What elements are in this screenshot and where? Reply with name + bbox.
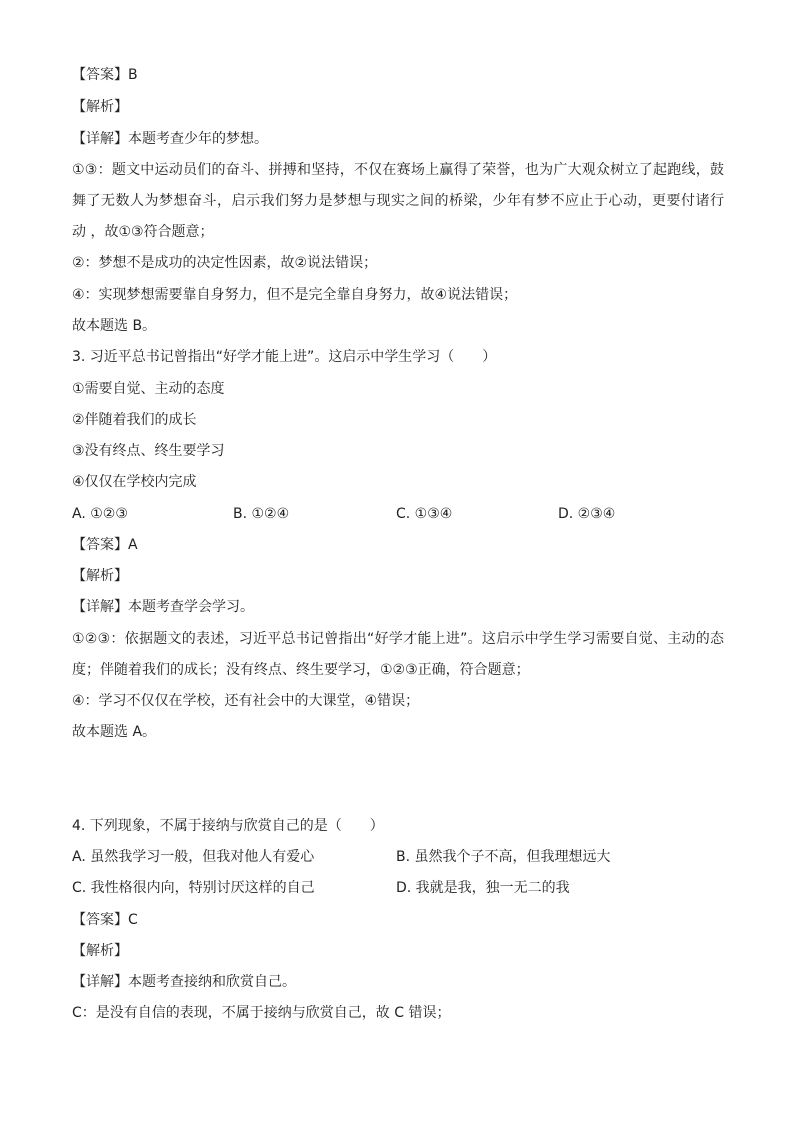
q4-stem: 4. 下列现象，不属于接纳与欣赏自己的是（ ） [72, 818, 384, 834]
q3-item-4: ④仅仅在学校内完成 [72, 474, 197, 490]
q2-paragraph-1-line-1: ①③：题文中运动员们的奋斗、拼搏和坚持，不仅在赛场上赢得了荣誉，也为广大观众树立了起跑线，鼓 [72, 162, 724, 178]
q3-analysis-label: 【解析】 [72, 568, 128, 584]
q2-detail: 【详解】本题考查少年的梦想。 [72, 131, 268, 147]
q3-paragraph-1-line-1: ①②③：依据题文的表述，习近平总书记曾指出“好学才能上进”。这启示中学生学习需要自觉、主动的态 [72, 631, 724, 647]
q2-analysis-label: 【解析】 [72, 99, 128, 115]
q4-analysis-label: 【解析】 [72, 943, 128, 959]
q3-option-d: D. ②③④ [558, 506, 616, 522]
q4-option-c: C. 我性格很内向，特别讨厌这样的自己 [72, 880, 315, 896]
q2-answer: 【答案】B [72, 67, 138, 83]
q3-paragraph-2: ④：学习不仅仅在学校，还有社会中的大课堂，④错误； [72, 693, 420, 709]
q3-detail: 【详解】本题考查学会学习。 [72, 599, 254, 615]
q3-option-a: A. ①②③ [72, 506, 128, 522]
q2-conclusion: 故本题选 B。 [72, 318, 157, 334]
q4-option-a: A. 虽然我学习一般，但我对他人有爱心 [72, 849, 315, 865]
q2-paragraph-3: ④：实现梦想需要靠自身努力，但不是完全靠自身努力，故④说法错误； [72, 287, 518, 303]
q3-item-2: ②伴随着我们的成长 [72, 412, 197, 428]
q2-paragraph-1-line-3: 动 ，故①③符合题意； [72, 224, 214, 240]
q3-item-1: ①需要自觉、主动的态度 [72, 381, 225, 397]
q4-answer: 【答案】C [72, 912, 138, 928]
q3-conclusion: 故本题选 A。 [72, 724, 157, 740]
q3-option-c: C. ①③④ [396, 506, 453, 522]
q4-option-b: B. 虽然我个子不高，但我理想远大 [396, 849, 611, 865]
q2-paragraph-2: ②：梦想不是成功的决定性因素，故②说法错误； [72, 255, 378, 271]
q4-detail: 【详解】本题考查接纳和欣赏自己。 [72, 974, 296, 990]
q4-paragraph-1: C：是没有自信的表现，不属于接纳与欣赏自己，故 C 错误； [72, 1005, 451, 1021]
q3-answer: 【答案】A [72, 537, 138, 553]
q3-option-b: B. ①②④ [233, 506, 290, 522]
q3-paragraph-1-line-2: 度；伴随着我们的成长；没有终点、终生要学习，①②③正确，符合题意； [72, 662, 530, 678]
q3-stem: 3. 习近平总书记曾指出“好学才能上进”。这启示中学生学习（ ） [72, 349, 497, 365]
q4-option-d: D. 我就是我，独一无二的我 [396, 880, 570, 896]
q3-item-3: ③没有终点、终生要学习 [72, 443, 225, 459]
q2-paragraph-1-line-2: 舞了无数人为梦想奋斗，启示我们努力是梦想与现实之间的桥梁，少年有梦不应止于心动，更要付诸行 [72, 193, 724, 209]
